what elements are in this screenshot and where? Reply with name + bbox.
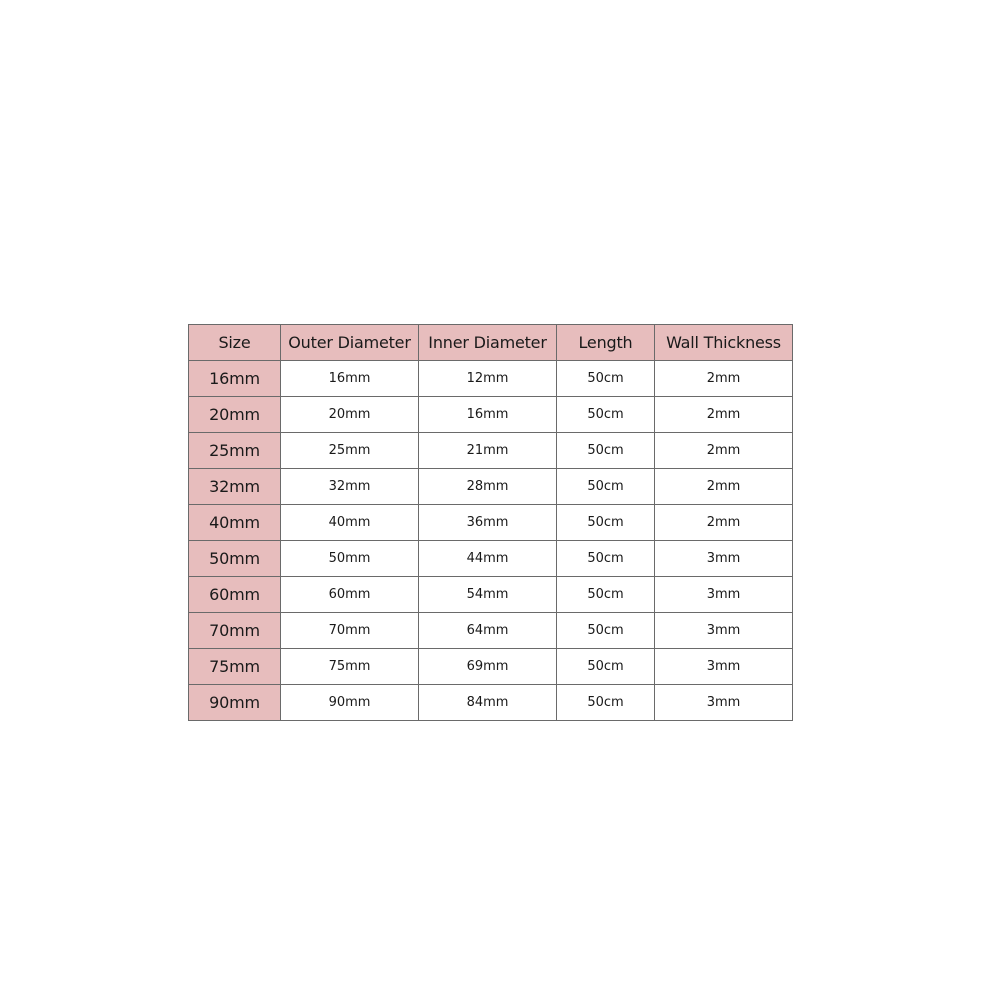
wall-thickness-cell: 2mm xyxy=(655,469,793,505)
inner-diameter-cell: 44mm xyxy=(419,541,557,577)
outer-diameter-cell: 70mm xyxy=(281,613,419,649)
header-row xyxy=(189,325,793,361)
inner-diameter-cell: 69mm xyxy=(419,649,557,685)
table-row xyxy=(189,613,793,649)
inner-diameter-cell: 28mm xyxy=(419,469,557,505)
wall-thickness-cell: 2mm xyxy=(655,505,793,541)
table-row xyxy=(189,469,793,505)
row-size-cell: 60mm xyxy=(189,577,281,613)
wall-thickness-cell: 2mm xyxy=(655,397,793,433)
outer-diameter-cell: 60mm xyxy=(281,577,419,613)
row-size-cell: 16mm xyxy=(189,361,281,397)
header-inner-diameter: Inner Diameter xyxy=(419,325,557,361)
header-size: Size xyxy=(189,325,281,361)
table-row xyxy=(189,361,793,397)
header-length: Length xyxy=(557,325,655,361)
row-size-cell: 70mm xyxy=(189,613,281,649)
row-size-cell: 40mm xyxy=(189,505,281,541)
outer-diameter-cell: 32mm xyxy=(281,469,419,505)
outer-diameter-cell: 25mm xyxy=(281,433,419,469)
row-size-cell: 20mm xyxy=(189,397,281,433)
table-row xyxy=(189,433,793,469)
header-outer-diameter: Outer Diameter xyxy=(281,325,419,361)
outer-diameter-cell: 75mm xyxy=(281,649,419,685)
row-size-cell: 32mm xyxy=(189,469,281,505)
row-size-cell: 75mm xyxy=(189,649,281,685)
inner-diameter-cell: 21mm xyxy=(419,433,557,469)
table-header xyxy=(189,325,793,361)
table-row xyxy=(189,397,793,433)
wall-thickness-cell: 3mm xyxy=(655,685,793,721)
length-cell: 50cm xyxy=(557,433,655,469)
table-body xyxy=(189,361,793,721)
wall-thickness-cell: 3mm xyxy=(655,577,793,613)
outer-diameter-cell: 40mm xyxy=(281,505,419,541)
wall-thickness-cell: 2mm xyxy=(655,361,793,397)
length-cell: 50cm xyxy=(557,685,655,721)
outer-diameter-cell: 50mm xyxy=(281,541,419,577)
table-row xyxy=(189,649,793,685)
row-size-cell: 90mm xyxy=(189,685,281,721)
outer-diameter-cell: 90mm xyxy=(281,685,419,721)
length-cell: 50cm xyxy=(557,361,655,397)
length-cell: 50cm xyxy=(557,613,655,649)
outer-diameter-cell: 20mm xyxy=(281,397,419,433)
row-size-cell: 25mm xyxy=(189,433,281,469)
table-row xyxy=(189,685,793,721)
length-cell: 50cm xyxy=(557,469,655,505)
length-cell: 50cm xyxy=(557,505,655,541)
wall-thickness-cell: 3mm xyxy=(655,613,793,649)
inner-diameter-cell: 12mm xyxy=(419,361,557,397)
outer-diameter-cell: 16mm xyxy=(281,361,419,397)
wall-thickness-cell: 3mm xyxy=(655,541,793,577)
inner-diameter-cell: 84mm xyxy=(419,685,557,721)
inner-diameter-cell: 16mm xyxy=(419,397,557,433)
table-row xyxy=(189,577,793,613)
inner-diameter-cell: 54mm xyxy=(419,577,557,613)
table-row xyxy=(189,541,793,577)
table-row xyxy=(189,505,793,541)
length-cell: 50cm xyxy=(557,541,655,577)
inner-diameter-cell: 36mm xyxy=(419,505,557,541)
inner-diameter-cell: 64mm xyxy=(419,613,557,649)
header-wall-thickness: Wall Thickness xyxy=(655,325,793,361)
row-size-cell: 50mm xyxy=(189,541,281,577)
wall-thickness-cell: 3mm xyxy=(655,649,793,685)
length-cell: 50cm xyxy=(557,397,655,433)
length-cell: 50cm xyxy=(557,577,655,613)
size-spec-table xyxy=(188,324,793,721)
wall-thickness-cell: 2mm xyxy=(655,433,793,469)
length-cell: 50cm xyxy=(557,649,655,685)
